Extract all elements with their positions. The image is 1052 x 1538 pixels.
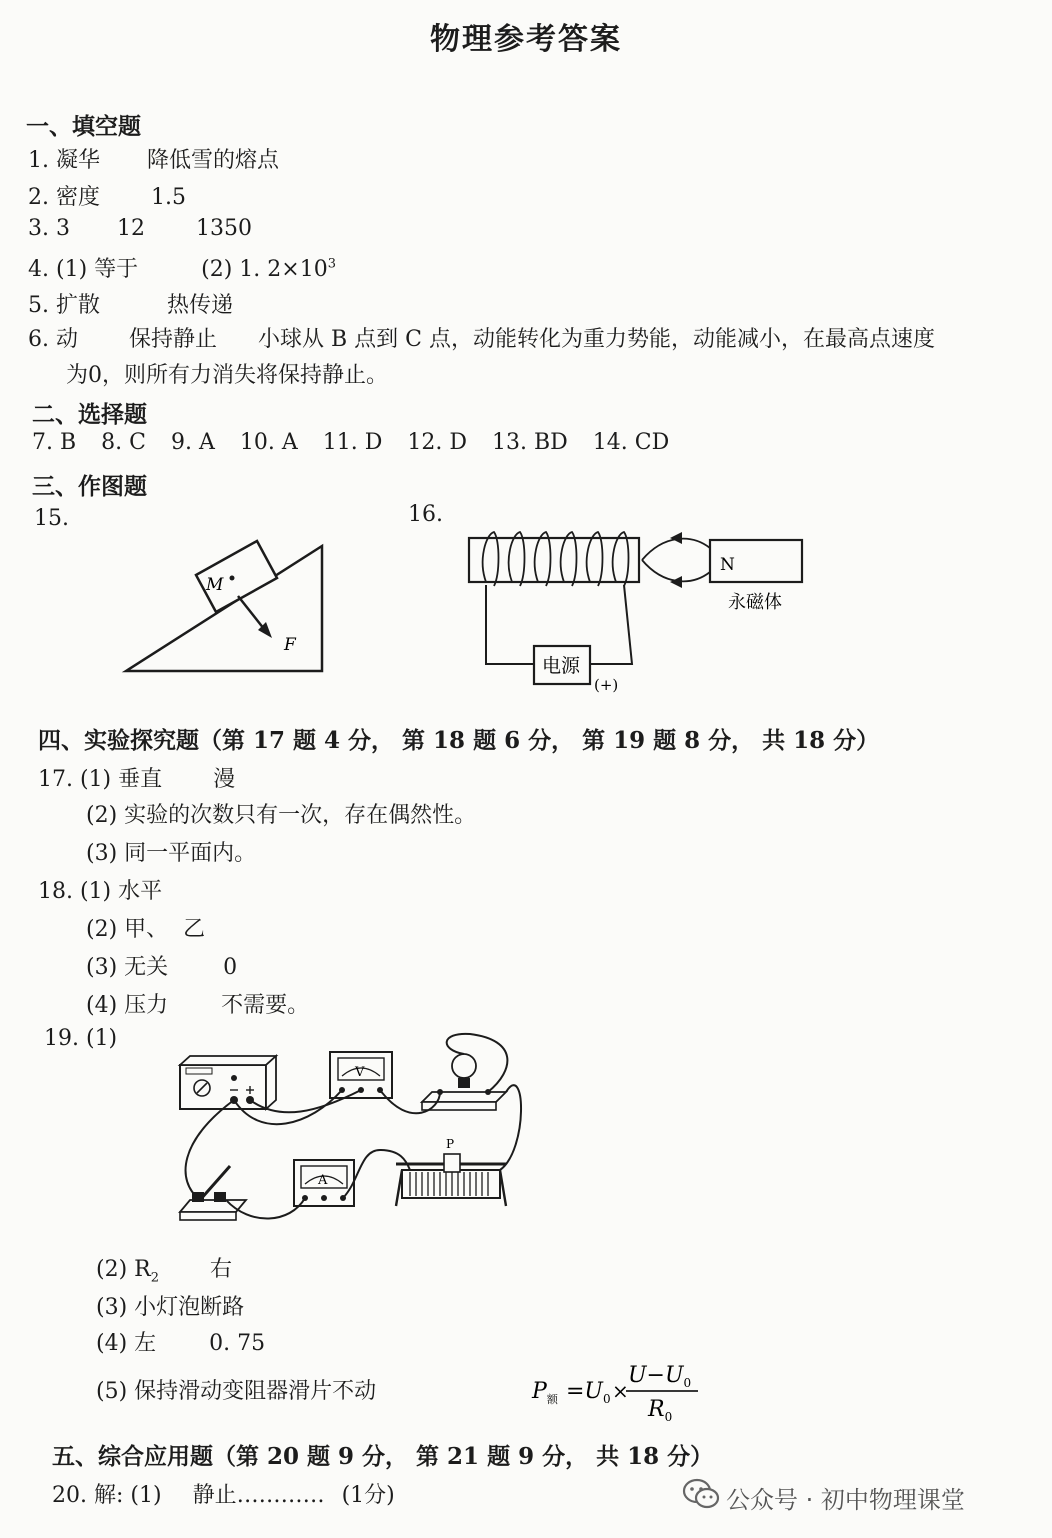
arrowhead	[670, 532, 682, 544]
answer-q4	[28, 252, 336, 283]
answer-q5-part1: 5. 扩散	[28, 293, 100, 318]
answer-q2	[28, 180, 186, 211]
answer-q19-4-part1: (4) 左	[96, 1331, 157, 1356]
formula-times: ×	[612, 1379, 629, 1403]
coil-turns	[483, 532, 629, 586]
answer-q19-3: (3) 小灯泡断路	[96, 1295, 245, 1320]
answer-q4-part1: 4. (1) 等于	[28, 257, 139, 282]
rheostat	[396, 1137, 506, 1206]
section-3-heading: 三、作图题	[32, 473, 147, 500]
answer-q20-part1: 20. 解: (1)	[52, 1483, 162, 1508]
answer-q6-part2: 保持静止	[128, 327, 217, 352]
power-supply	[180, 1056, 276, 1109]
section-5-heading: 五、综合应用题（第 20 题 9 分， 第 21 题 9 分， 共 18 分）	[52, 1443, 714, 1470]
formula-denominator: R	[648, 1397, 665, 1422]
answer-q18: 18. (1) 水平	[38, 879, 163, 904]
answer-q1	[28, 143, 279, 174]
answer-q5-part2: 热传递	[166, 293, 233, 318]
choice-answer: 8. C	[101, 430, 146, 455]
answer-q6	[28, 322, 935, 353]
answer-q19-5: (5) 保持滑动变阻器滑片不动	[96, 1379, 377, 1404]
answer-q19-2-subscript: 2	[150, 1270, 160, 1286]
answer-q17-part1: 17. (1) 垂直	[38, 767, 163, 792]
answer-q6-continued: 为0，则所有力消失将保持静止。	[66, 363, 388, 388]
ammeter-label: A	[318, 1173, 328, 1188]
choice-answers	[32, 430, 669, 455]
section-4-heading: 四、实验探究题（第 17 题 4 分， 第 18 题 6 分， 第 19 题 8 分， 共 18 分）	[38, 727, 880, 754]
page-title: 物理参考答案	[430, 22, 622, 57]
section-1-heading: 一、填空题	[26, 113, 141, 140]
answer-q19-2	[96, 1252, 232, 1285]
figure-16-electromagnet	[464, 530, 814, 695]
formula-eq: =U	[566, 1379, 603, 1404]
answer-q3-part3: 1350	[195, 216, 252, 241]
slider-label: P	[446, 1137, 455, 1151]
section-2-heading: 二、选择题	[32, 401, 147, 428]
answer-q3	[28, 216, 252, 241]
answer-q19-2-part2: 右	[210, 1257, 233, 1282]
answer-q4-part2: (2) 1. 2×10	[201, 257, 328, 282]
voltmeter-label: V	[355, 1065, 365, 1080]
answer-q17-3: (3) 同一平面内。	[86, 841, 257, 866]
pole-label: N	[720, 555, 735, 575]
answer-q3-part2: 12	[116, 216, 145, 241]
answer-q19-4-part2: 0. 75	[209, 1331, 266, 1356]
answer-q18-2-part1: (2) 甲、	[86, 917, 169, 942]
answer-q20	[52, 1478, 395, 1509]
centre-dot	[230, 576, 235, 581]
wire-left	[486, 585, 534, 664]
answer-q18-3-part1: (3) 无关	[86, 955, 169, 980]
q16-number: 16.	[408, 502, 443, 527]
power-formula	[530, 1358, 710, 1428]
answer-q18-4	[86, 988, 309, 1019]
answer-q1-part1: 1. 凝华	[28, 148, 100, 173]
wire-right	[590, 585, 632, 664]
ammeter	[294, 1160, 354, 1206]
answer-q2-part2: 1.5	[150, 185, 186, 210]
svg-text:P额	[531, 1379, 559, 1406]
choice-answer: 12. D	[407, 430, 467, 455]
answer-q20-part3: (1分)	[341, 1483, 395, 1508]
answer-q5	[28, 288, 233, 319]
field-line-bottom	[642, 560, 710, 581]
block-label: M	[206, 575, 224, 595]
lamp	[422, 1054, 506, 1110]
answer-q18-3-part2: 0	[223, 955, 238, 980]
answer-q18-2	[86, 912, 205, 943]
answer-q3-part1: 3. 3	[28, 216, 70, 241]
answer-q2-part1: 2. 密度	[28, 185, 100, 210]
svg-text:R0	[647, 1397, 672, 1424]
force-label: F	[284, 635, 296, 655]
choice-answer: 14. CD	[592, 430, 670, 455]
formula-numerator: U−U	[628, 1363, 684, 1388]
arrowhead	[670, 576, 682, 588]
figure-19-circuit	[170, 1030, 530, 1225]
answer-q6-part3: 小球从 B 点到 C 点，动能转化为重力势能，动能减小，在最高点速度	[258, 327, 935, 352]
choice-answer: 11. D	[322, 430, 383, 455]
figure-15-incline	[120, 538, 340, 678]
watermark-text: 公众号 · 初中物理课堂	[726, 1486, 965, 1514]
answer-q19-2-part1: (2) R	[96, 1257, 151, 1282]
answer-q19: 19. (1)	[44, 1026, 118, 1051]
wechat-icon	[682, 1478, 720, 1510]
answer-q18-4-part2: 不需要。	[221, 993, 310, 1018]
switch	[180, 1166, 246, 1220]
answer-q17	[38, 762, 235, 793]
answer-q19-4	[96, 1326, 265, 1357]
answer-q17-part2: 漫	[213, 767, 236, 792]
formula-lhs-sub: 额	[546, 1393, 558, 1406]
answer-q20-part2: 静止…………	[192, 1483, 325, 1508]
magnet-label: 永磁体	[728, 592, 782, 613]
positive-terminal-label: (+)	[594, 676, 619, 694]
formula-lhs: P	[532, 1379, 547, 1404]
choice-answer: 9. A	[170, 430, 215, 455]
field-line-top	[642, 539, 710, 560]
answer-q18-4-part1: (4) 压力	[86, 993, 169, 1018]
formula-den-sub: 0	[664, 1410, 673, 1424]
choice-answer: 13. BD	[491, 430, 568, 455]
svg-text:U−U0	[628, 1363, 691, 1390]
answer-q18-2-part2: 乙	[183, 917, 206, 942]
choice-answer: 10. A	[239, 430, 298, 455]
answer-q17-2: (2) 实验的次数只有一次，存在偶然性。	[86, 803, 477, 828]
power-source-label: 电源	[542, 655, 581, 677]
answer-q4-exponent: 3	[327, 256, 336, 272]
svg-text:=U0	[566, 1379, 611, 1406]
answer-q18-3	[86, 950, 237, 981]
answer-q6-part1: 6. 动	[28, 327, 78, 352]
choice-answer: 7. B	[32, 430, 77, 455]
formula-num-sub: 0	[683, 1376, 692, 1390]
formula-u-sub: 0	[602, 1392, 611, 1406]
answer-q1-part2: 降低雪的熔点	[146, 148, 279, 173]
q15-number: 15.	[34, 506, 69, 531]
